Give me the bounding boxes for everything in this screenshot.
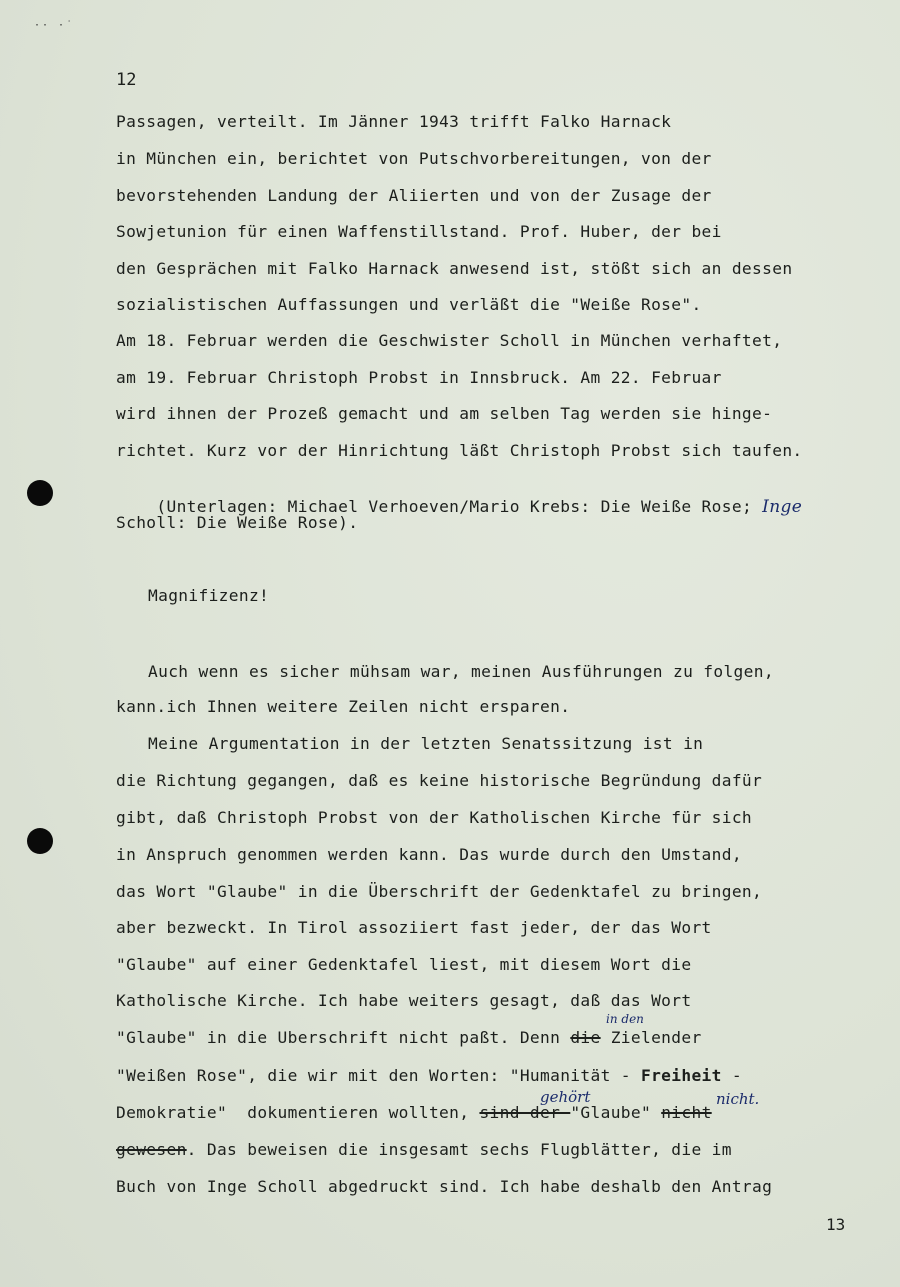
overtyped-text: Freiheit xyxy=(640,1066,722,1085)
text-line: Katholische Kirche. Ich habe weiters gesagt, daß das Wort xyxy=(116,991,692,1010)
text-line: Sowjetunion für einen Waffenstillstand. Prof. Huber, der bei xyxy=(116,222,722,241)
text-segment: Demokratie" dokumentieren wollten, xyxy=(116,1103,480,1122)
struck-text: gewesen xyxy=(116,1140,187,1159)
struck-text: nicht xyxy=(661,1103,712,1122)
struck-text: sind der xyxy=(479,1103,571,1122)
handwritten-insert: nicht. xyxy=(716,1090,760,1108)
text-line: gibt, daß Christoph Probst von der Katholischen Kirche für sich xyxy=(116,808,753,827)
text-segment: - xyxy=(721,1066,742,1085)
text-segment: Zielen xyxy=(600,1028,672,1047)
text-line: Am 18. Februar werden die Geschwister Scholl in München verhaftet, xyxy=(116,331,783,350)
text-segment: "Glaube" in die Uberschrift nicht paßt. Denn xyxy=(116,1028,571,1047)
text-line: Buch von Inge Scholl abgedruckt sind. Ich habe deshalb den Antrag xyxy=(116,1177,773,1196)
page-number-bottom: 13 xyxy=(826,1215,846,1234)
text-line: bevorstehenden Landung der Aliierten und von der Zusage der xyxy=(116,186,712,205)
text-line xyxy=(116,1140,732,1159)
text-line xyxy=(116,1066,742,1085)
salutation: Magnifizenz! xyxy=(148,586,270,605)
text-line xyxy=(116,1103,712,1122)
text-line: Auch wenn es sicher mühsam war, meinen Ausführungen zu folgen, xyxy=(148,662,774,681)
handwritten-correction: Inge xyxy=(762,497,803,517)
page-number-top: 12 xyxy=(116,70,137,90)
text-line: Meine Argumentation in der letzten Senatssitzung ist in xyxy=(148,734,704,753)
punch-hole-top xyxy=(27,480,53,506)
text-line: in Anspruch genommen werden kann. Das wurde durch den Umstand, xyxy=(116,845,742,864)
text-segment: "Weißen Rose", die wir mit den Worten: "Humanität - xyxy=(116,1066,641,1085)
text-line: richtet. Kurz vor der Hinrichtung läßt Christoph Probst sich taufen. xyxy=(116,441,803,460)
text-line: "Glaube" auf einer Gedenktafel liest, mit diesem Wort die xyxy=(116,955,692,974)
citation-text: (Unterlagen: Michael Verhoeven/Mario Krebs: Die Weiße Rose; xyxy=(156,497,763,516)
text-line: den Gesprächen mit Falko Harnack anwesend ist, stößt sich an dessen xyxy=(116,259,793,278)
text-line: sozialistischen Auffassungen und verläßt die "Weiße Rose". xyxy=(116,295,702,314)
struck-text: die xyxy=(570,1028,601,1047)
text-line: kann.ich Ihnen weitere Zeilen nicht ersparen. xyxy=(116,697,571,716)
text-line: die Richtung gegangen, daß es keine historische Begründung dafür xyxy=(116,771,763,790)
handwritten-insert: in den xyxy=(606,1012,644,1026)
text-segment: der xyxy=(671,1028,702,1047)
text-line xyxy=(116,1028,702,1047)
text-line: aber bezweckt. In Tirol assoziiert fast jeder, der das Wort xyxy=(116,918,712,937)
punch-hole-bottom xyxy=(27,828,53,854)
text-segment: . Das beweisen die insgesamt sechs Flugblätter, die im xyxy=(186,1140,732,1159)
text-line: Passagen, verteilt. Im Jänner 1943 trifft Falko Harnack xyxy=(116,112,672,131)
text-line: in München ein, berichtet von Putschvorbereitungen, von der xyxy=(116,149,712,168)
text-line: wird ihnen der Prozeß gemacht und am selben Tag werden sie hinge- xyxy=(116,404,773,423)
text-line: Scholl: Die Weiße Rose). xyxy=(116,513,359,532)
text-segment: "Glaube" xyxy=(570,1103,662,1122)
text-line: am 19. Februar Christoph Probst in Innsbruck. Am 22. Februar xyxy=(116,368,722,387)
text-line: das Wort "Glaube" in die Überschrift der Gedenktafel zu bringen, xyxy=(116,882,763,901)
handwritten-insert: gehört xyxy=(540,1088,591,1106)
scan-specks: ·· ·˙ xyxy=(34,20,75,31)
